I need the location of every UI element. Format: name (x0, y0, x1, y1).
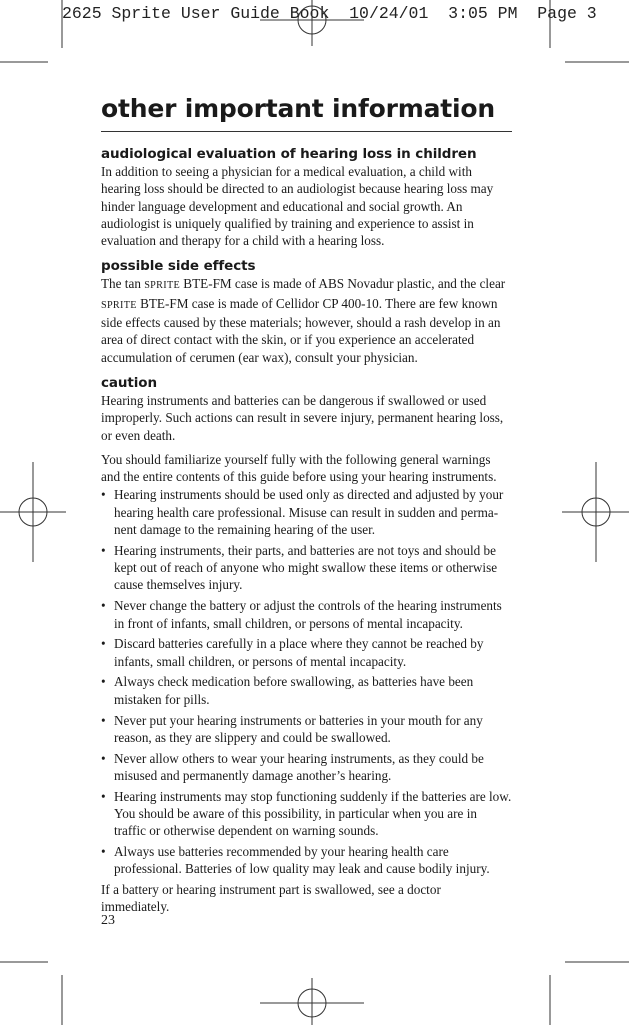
bullet-marker: • (101, 487, 106, 503)
title-rule (101, 131, 512, 132)
bullet-marker: • (101, 598, 106, 614)
registration-mark-left (0, 462, 66, 562)
bullet-marker: • (101, 636, 106, 652)
registration-mark-bottom (260, 978, 364, 1025)
bullet-marker: • (101, 844, 106, 860)
list-item: • Discard batteries carefully in a place where they cannot be reached by infants, small children, or persons of mental incapacity. (101, 636, 484, 669)
section-body: The tan SPRITE BTE-FM case is made of ABS Novadur plastic, and the clear SPRITE BTE-FM case is made of Cellidor CP 400-10. There are few known side effects caused by these materials; however, should a rash develop in an area of direct contact with the skin, or if you experience an accelerated accumulation of cerumen (ear wax), consult your physician. (101, 276, 506, 365)
bullet-marker: • (101, 712, 106, 728)
page-number: 23 (101, 913, 115, 928)
page-title: other important information (101, 94, 495, 123)
section-caution (101, 374, 512, 916)
body-flow (101, 145, 512, 916)
brand-name: SPRITE (144, 280, 180, 292)
section-heading: possible side effects (101, 258, 256, 275)
closing-statement: If a battery or hearing instrument part is swallowed, see a doctor immediately. (101, 882, 441, 915)
list-item: • Hearing instruments should be used only as directed and adjusted by your hearing health care professional. Misuse can result in sudden and perma- nent damage to the remaining hearing of the user. (101, 487, 504, 538)
list-item: • Always check medication before swallowing, as batteries have been mistaken for pills. (101, 674, 474, 707)
section-side-effects (101, 257, 512, 365)
print-slug-line: 2625 Sprite User Guide Book 10/24/01 3:05 PM Page 3 (62, 4, 597, 23)
list-item: • Hearing instruments, their parts, and batteries are not toys and should be kept out of reach of anyone who might swallow these items or otherwise cause themselves injury. (101, 542, 498, 593)
warning-list (101, 486, 512, 877)
section-heading: caution (101, 374, 157, 391)
bullet-marker: • (101, 788, 106, 804)
caution-paragraph: Hearing instruments and batteries can be dangerous if swallowed or used improperly. Such actions can result in severe injury, permanent hearing loss, or even death. (101, 392, 504, 443)
list-item: • Never put your hearing instruments or batteries in your mouth for any reason, as they are slippery and could be swallowed. (101, 712, 483, 745)
brand-name: SPRITE (101, 299, 137, 311)
registration-mark-right (562, 462, 629, 562)
section-heading: audiological evaluation of hearing loss in children (101, 146, 477, 162)
list-item: • Never change the battery or adjust the controls of the hearing instruments in front of infants, small children, or persons of mental incapacity. (101, 598, 502, 631)
list-item: • Always use batteries recommended by your hearing health care professional. Batteries of low quality may leak and cause bodily injury. (101, 844, 490, 877)
bullet-marker: • (101, 674, 106, 690)
list-item: • Hearing instruments may stop functioning suddenly if the batteries are low. You should be aware of this possibility, in particular when you are in traffic or otherwise dependent on warning sounds. (101, 788, 512, 839)
registration-mark-top (260, 0, 364, 46)
caution-paragraph: You should familiarize yourself fully with the following general warnings and the entire contents of this guide before using your hearing instruments. (101, 451, 497, 485)
section-audiological-evaluation (101, 145, 512, 249)
section-body: In addition to seeing a physician for a medical evaluation, a child with hearing loss should be directed to an audiologist because hearing loss may hinder language development and educational and social growth. An audiologist is uniquely qualified by training and experience to assist in evaluation and therapy for a child with a hearing loss. (101, 164, 494, 249)
bullet-marker: • (101, 542, 106, 558)
bullet-marker: • (101, 750, 106, 766)
list-item: • Never allow others to wear your hearing instruments, as they could be misused and permanently damage another’s hearing. (101, 750, 484, 783)
